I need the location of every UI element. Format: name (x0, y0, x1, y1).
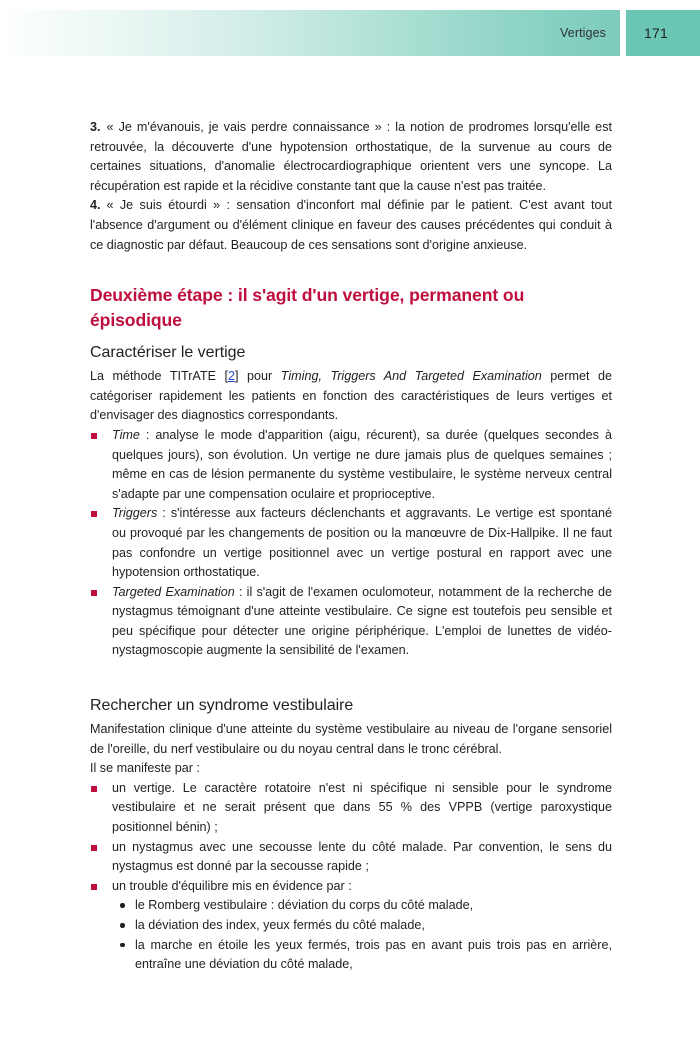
list-item (90, 877, 612, 897)
bullet-text-time: : analyse le mode d'apparition (aigu, récurent), sa durée (quelques secondes à quelques jours), son évolution. Un vertige ne dure jamais plus de quelques semaines ; même en cas de lésion permanente du système vestibulaire, le système nerveux central s'adapte par une compensation oculaire et proprioceptive. (112, 427, 612, 501)
equilibrium-item-marche-en-etoile: la marche en étoile les yeux fermés, trois pas en avant puis trois pas en arrière, entraîne une déviation du côté malade, (135, 937, 612, 972)
titrate-paragraph (90, 367, 612, 426)
vestibular-bullet-list (90, 779, 612, 897)
dot-bullet-icon (120, 923, 125, 928)
list-item (90, 426, 612, 504)
list-item (118, 896, 612, 916)
square-bullet-icon (91, 786, 97, 792)
list-item (118, 936, 612, 975)
bullet-text-targeted-examination: : il s'agit de l'examen oculomoteur, notamment de la recherche de nystagmus témoignant d'une atteinte vestibulaire. Ce signe est toutefois peu sensible et peu spécifique pour détecter une origine périphérique. L'emploi de lunettes de vidéo-nystagmoscopie augmente la sensibilité de l'examen. (112, 584, 613, 658)
vestibular-bullet-trouble-equilibre: un trouble d'équilibre mis en évidence par : (112, 878, 352, 893)
dot-bullet-icon (120, 943, 125, 948)
subheading-caracteriser-le-vertige: Caractériser le vertige (90, 344, 246, 362)
bullet-term-time: Time (112, 427, 140, 442)
numbered-paragraph-3 (90, 118, 612, 196)
equilibrium-item-romberg: le Romberg vestibulaire : déviation du corps du côté malade, (135, 898, 474, 913)
page-running-header (0, 10, 700, 56)
titrate-bullet-list (90, 426, 612, 661)
header-chapter-title: Vertiges (560, 26, 606, 40)
list-item (90, 779, 612, 838)
vestibular-manifests-lead-in: Il se manifeste par : (90, 761, 200, 776)
equilibrium-sub-list (90, 896, 612, 974)
subheading-rechercher-syndrome-vestibulaire: Rechercher un syndrome vestibulaire (90, 697, 354, 715)
numbered-paragraph-3-text: « Je m'évanouis, je vais perdre connaissance » : la notion de prodromes lorsqu'elle est retrouvée, la découverte d'une hypotension orthostatique, de la survenue au cours de certaines situations, d'anomalie électrocardiographique orientent vers une syncope. La récupération est rapide et la récidive constante tant que la cause n'est pas traitée. (90, 120, 612, 193)
list-item (90, 583, 612, 661)
numbered-paragraph-3-number: 3. (90, 120, 101, 134)
titrate-text-tail: permet de catégoriser rapidement les patients en fonction des caractéristiques de leurs vertiges et d'envisager des diagnostics correspondants. (90, 369, 613, 423)
vestibular-bullet-vertige: un vertige. Le caractère rotatoire n'est ni spécifique ni sensible pour le syndrome vestibulaire et ne serait présent que dans 55 % des VPPB (vertige paroxystique positionnel bénin) ; (112, 780, 612, 835)
numbered-paragraph-4 (90, 196, 612, 255)
square-bullet-icon (91, 433, 97, 439)
titrate-text-before-ref: La méthode TITrATE [ (90, 369, 229, 384)
square-bullet-icon (91, 590, 97, 596)
numbered-paragraph-4-number: 4. (90, 198, 101, 213)
vestibular-intro-paragraph: Manifestation clinique d'une atteinte du système vestibulaire au niveau de l'organe sensoriel de l'oreille, du nerf vestibulaire ou du noyau central dans le tronc cérébral. (90, 722, 612, 756)
titrate-expansion-italic: Timing, Triggers And Targeted Examination (280, 369, 542, 384)
section-heading-red: Deuxième étape : il s'agit d'un vertige, permanent ou épisodique (90, 285, 525, 331)
reference-link-2[interactable]: 2 (228, 369, 236, 384)
numbered-paragraph-4-text: « Je suis étourdi » : sensation d'inconfort mal définie par le patient. C'est avant tout l'absence d'argument ou d'élément clinique en faveur des causes précédentes qui conduit à ce diagnostic par défaut. Beaucoup de ces sensations sont d'origine anxieuse. (90, 198, 612, 252)
page-number-block (626, 10, 700, 56)
list-item (90, 838, 612, 877)
square-bullet-icon (91, 511, 97, 517)
header-gradient-band (0, 10, 620, 56)
text-column (90, 118, 612, 975)
page-number: 171 (644, 25, 668, 41)
square-bullet-icon (91, 845, 97, 851)
titrate-text-after-ref: ] pour (235, 369, 281, 384)
bullet-text-triggers: : s'intéresse aux facteurs déclenchants et aggravants. Le vertige est spontané ou provoqué par les changements de position ou la manœuvre de Dix-Hallpike. Il ne faut pas confondre un vertige positionnel avec un vertige postural en rapport avec une hypotension orthostatique. (112, 506, 612, 580)
list-item (118, 916, 612, 936)
list-item (90, 504, 612, 582)
dot-bullet-icon (120, 903, 125, 908)
bullet-term-targeted-examination: Targeted Examination (112, 584, 235, 599)
equilibrium-item-deviation-index: la déviation des index, yeux fermés du côté malade, (135, 918, 425, 932)
vestibular-bullet-nystagmus: un nystagmus avec une secousse lente du côté malade. Par convention, le sens du nystagmus est donné par la secousse rapide ; (112, 839, 612, 874)
square-bullet-icon (91, 884, 97, 890)
bullet-term-triggers: Triggers (112, 506, 158, 521)
